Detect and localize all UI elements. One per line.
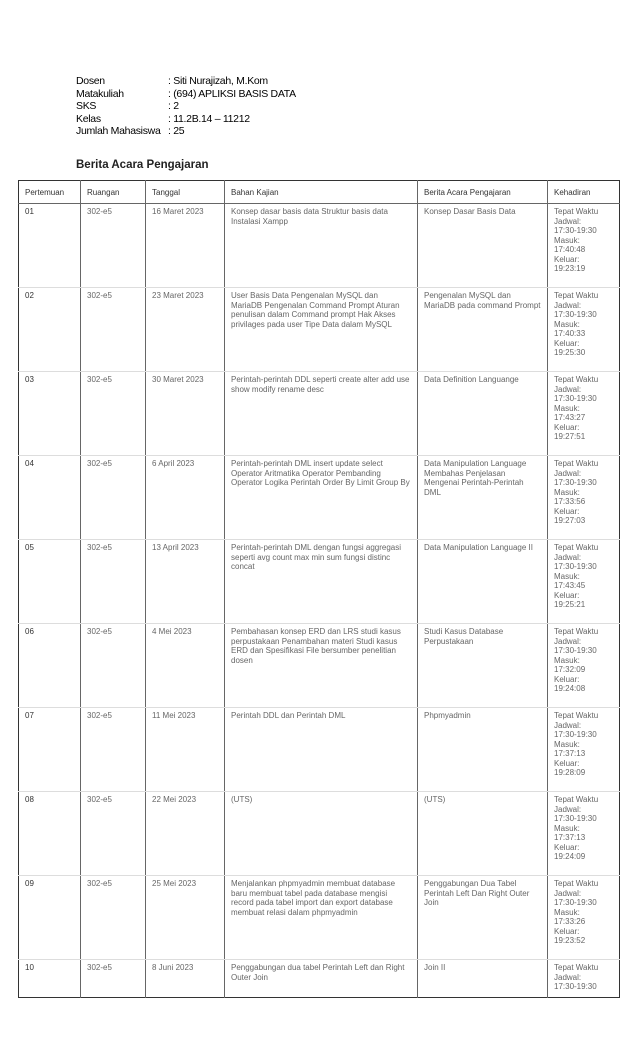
- attendance-cell: [548, 624, 620, 708]
- topic-cell: (UTS): [225, 792, 418, 876]
- report-cell: (UTS): [418, 792, 548, 876]
- table-row: [19, 624, 620, 708]
- attendance-line: Masuk:: [554, 319, 580, 329]
- attendance-line: Keluar:: [554, 254, 580, 264]
- attendance-line: Keluar:: [554, 674, 580, 684]
- table-body: [19, 204, 620, 998]
- attendance-line: 17:40:33: [554, 329, 586, 338]
- table-row: [19, 792, 620, 876]
- info-value: : Siti Nurajizah, M.Kom: [168, 75, 268, 87]
- table-row: [19, 960, 620, 998]
- table-row: [19, 540, 620, 624]
- topic-cell: Perintah DDL dan Perintah DML: [225, 708, 418, 792]
- date-cell: 6 April 2023: [146, 456, 225, 540]
- room-cell: 302-e5: [81, 792, 146, 876]
- room-cell: 302-e5: [81, 204, 146, 288]
- room-cell: 302-e5: [81, 540, 146, 624]
- room-cell: 302-e5: [81, 960, 146, 998]
- attendance-line: 17:30-19:30: [554, 394, 597, 403]
- attendance-line: 17:30-19:30: [554, 646, 597, 655]
- attendance-line: 19:23:52: [554, 936, 586, 945]
- attendance-line: Tepat Waktu: [554, 627, 599, 636]
- report-cell: Studi Kasus Database Perpustakaan: [418, 624, 548, 708]
- meeting-number-cell: 02: [19, 288, 81, 372]
- date-cell: 30 Maret 2023: [146, 372, 225, 456]
- topic-cell: Penggabungan dua tabel Perintah Left dan Right Outer Join: [225, 960, 418, 998]
- info-row-sks: [76, 100, 296, 113]
- attendance-line: 17:30-19:30: [554, 478, 597, 487]
- info-value: : 25: [168, 125, 185, 137]
- attendance-line: 19:27:03: [554, 516, 586, 525]
- meeting-number-cell: 08: [19, 792, 81, 876]
- room-cell: 302-e5: [81, 456, 146, 540]
- attendance-line: 17:37:13: [554, 833, 586, 842]
- meeting-number-cell: 09: [19, 876, 81, 960]
- info-value: : (694) APLIKSI BASIS DATA: [168, 87, 296, 100]
- attendance-line: 17:30-19:30: [554, 310, 597, 319]
- attendance-line: 17:30-19:30: [554, 226, 597, 235]
- attendance-cell: [548, 456, 620, 540]
- report-cell: Data Definition Languange: [418, 372, 548, 456]
- report-cell: Pengenalan MySQL dan MariaDB pada command Prompt: [418, 288, 548, 372]
- attendance-line: 17:33:26: [554, 917, 586, 926]
- meeting-number-cell: 06: [19, 624, 81, 708]
- attendance-line: Jadwal:: [554, 468, 582, 478]
- attendance-line: 17:43:27: [554, 413, 586, 422]
- topic-cell: Pembahasan konsep ERD dan LRS studi kasus perpustakaan Penambahan materi Studi kasus ERD dan Spesifikasi File bersumber penelitian dosen: [225, 624, 418, 708]
- attendance-line: 17:30-19:30: [554, 982, 597, 991]
- attendance-line: Tepat Waktu: [554, 207, 599, 216]
- table-header-row: [19, 181, 620, 204]
- attendance-line: Keluar:: [554, 758, 580, 768]
- column-header-ruangan: Ruangan: [81, 181, 146, 204]
- attendance-line: Masuk:: [554, 235, 580, 245]
- attendance-line: 17:30-19:30: [554, 562, 597, 571]
- room-cell: 302-e5: [81, 288, 146, 372]
- table-row: [19, 876, 620, 960]
- attendance-line: Jadwal:: [554, 384, 582, 394]
- column-header-kehadiran: Kehadiran: [548, 181, 620, 204]
- info-label: Matakuliah: [76, 87, 124, 100]
- topic-cell: Perintah-perintah DDL seperti create alter add use show modify rename desc: [225, 372, 418, 456]
- attendance-cell: [548, 204, 620, 288]
- attendance-line: 17:30-19:30: [554, 814, 597, 823]
- meeting-number-cell: 03: [19, 372, 81, 456]
- info-row-matakuliah: [76, 88, 296, 101]
- attendance-line: Masuk:: [554, 403, 580, 413]
- report-cell: Penggabungan Dua Tabel Perintah Left Dan Right Outer Join: [418, 876, 548, 960]
- attendance-line: 19:27:51: [554, 432, 586, 441]
- teaching-report-table: [18, 180, 620, 998]
- attendance-cell: [548, 288, 620, 372]
- attendance-line: Jadwal:: [554, 804, 582, 814]
- info-row-kelas: [76, 113, 296, 126]
- attendance-line: Tepat Waktu: [554, 711, 599, 720]
- room-cell: 302-e5: [81, 372, 146, 456]
- attendance-line: Jadwal:: [554, 552, 582, 562]
- attendance-line: Masuk:: [554, 739, 580, 749]
- attendance-line: 17:37:13: [554, 749, 586, 758]
- attendance-line: Jadwal:: [554, 972, 582, 982]
- report-cell: Konsep Dasar Basis Data: [418, 204, 548, 288]
- attendance-cell: [548, 792, 620, 876]
- topic-cell: User Basis Data Pengenalan MySQL dan MariaDB Pengenalan Command Prompt Aturan penulisan dalam Command prompt Hak Akses privilages pada user Tipe Data dalam MySQL: [225, 288, 418, 372]
- date-cell: 22 Mei 2023: [146, 792, 225, 876]
- info-label: Dosen: [76, 75, 105, 87]
- info-label: Kelas: [76, 112, 101, 125]
- course-info: [76, 75, 296, 138]
- date-cell: 13 April 2023: [146, 540, 225, 624]
- attendance-line: Jadwal:: [554, 300, 582, 310]
- attendance-line: Tepat Waktu: [554, 879, 599, 888]
- attendance-line: 17:32:09: [554, 665, 586, 674]
- attendance-line: Tepat Waktu: [554, 459, 599, 468]
- attendance-line: 17:30-19:30: [554, 898, 597, 907]
- attendance-line: Keluar:: [554, 590, 580, 600]
- attendance-line: 19:23:19: [554, 264, 586, 273]
- date-cell: 4 Mei 2023: [146, 624, 225, 708]
- attendance-line: 19:24:08: [554, 684, 586, 693]
- attendance-line: 17:30-19:30: [554, 730, 597, 739]
- date-cell: 25 Mei 2023: [146, 876, 225, 960]
- attendance-line: 17:40:48: [554, 245, 586, 254]
- attendance-line: Keluar:: [554, 338, 580, 348]
- attendance-line: Tepat Waktu: [554, 795, 599, 804]
- column-header-berita-acara: Berita Acara Pengajaran: [418, 181, 548, 204]
- topic-cell: Perintah-perintah DML dengan fungsi aggregasi seperti avg count max min sum fungsi distinc concat: [225, 540, 418, 624]
- attendance-line: Masuk:: [554, 655, 580, 665]
- table-row: [19, 456, 620, 540]
- attendance-line: 19:25:21: [554, 600, 586, 609]
- attendance-line: Keluar:: [554, 842, 580, 852]
- topic-cell: Konsep dasar basis data Struktur basis data Instalasi Xampp: [225, 204, 418, 288]
- attendance-line: Masuk:: [554, 823, 580, 833]
- attendance-line: Jadwal:: [554, 636, 582, 646]
- attendance-line: Keluar:: [554, 506, 580, 516]
- info-label: SKS: [76, 100, 97, 112]
- date-cell: 16 Maret 2023: [146, 204, 225, 288]
- room-cell: 302-e5: [81, 708, 146, 792]
- meeting-number-cell: 01: [19, 204, 81, 288]
- attendance-line: 17:33:56: [554, 497, 586, 506]
- attendance-cell: [548, 708, 620, 792]
- room-cell: 302-e5: [81, 876, 146, 960]
- attendance-line: Masuk:: [554, 571, 580, 581]
- attendance-line: 19:25:30: [554, 348, 586, 357]
- table-row: [19, 372, 620, 456]
- attendance-line: Tepat Waktu: [554, 963, 599, 972]
- topic-cell: Perintah-perintah DML insert update select Operator Aritmatika Operator Pembanding Operator Logika Perintah Order By Limit Group By: [225, 456, 418, 540]
- attendance-line: Jadwal:: [554, 216, 582, 226]
- attendance-line: 17:43:45: [554, 581, 586, 590]
- attendance-line: Jadwal:: [554, 888, 582, 898]
- table-row: [19, 288, 620, 372]
- report-cell: Join II: [418, 960, 548, 998]
- date-cell: 23 Maret 2023: [146, 288, 225, 372]
- meeting-number-cell: 05: [19, 540, 81, 624]
- room-cell: 302-e5: [81, 624, 146, 708]
- date-cell: 8 Juni 2023: [146, 960, 225, 998]
- report-cell: Data Manipulation Language Membahas Penjelasan Mengenai Perintah-Perintah DML: [418, 456, 548, 540]
- table-row: [19, 708, 620, 792]
- section-title: Berita Acara Pengajaran: [76, 159, 209, 171]
- attendance-line: Tepat Waktu: [554, 291, 599, 300]
- attendance-line: 19:28:09: [554, 768, 586, 777]
- attendance-line: Keluar:: [554, 422, 580, 432]
- attendance-line: Masuk:: [554, 907, 580, 917]
- table-row: [19, 204, 620, 288]
- attendance-cell: [548, 960, 620, 998]
- attendance-line: 19:24:09: [554, 852, 586, 861]
- meeting-number-cell: 10: [19, 960, 81, 998]
- attendance-cell: [548, 540, 620, 624]
- date-cell: 11 Mei 2023: [146, 708, 225, 792]
- info-row-dosen: [76, 75, 296, 88]
- meeting-number-cell: 04: [19, 456, 81, 540]
- column-header-bahan-kajian: Bahan Kajian: [225, 181, 418, 204]
- report-cell: Data Manipulation Language II: [418, 540, 548, 624]
- report-cell: Phpmyadmin: [418, 708, 548, 792]
- column-header-pertemuan: Pertemuan: [19, 181, 81, 204]
- attendance-cell: [548, 372, 620, 456]
- info-label: Jumlah Mahasiswa: [76, 125, 161, 137]
- column-header-tanggal: Tanggal: [146, 181, 225, 204]
- attendance-line: Keluar:: [554, 926, 580, 936]
- info-row-jumlah-mahasiswa: [76, 125, 296, 138]
- topic-cell: Menjalankan phpmyadmin membuat database baru membuat tabel pada database mengisi record pada tabel import dan export database membuat relasi dalam phpmyadmin: [225, 876, 418, 960]
- attendance-line: Tepat Waktu: [554, 543, 599, 552]
- info-value: : 11.2B.14 – 11212: [168, 112, 250, 125]
- attendance-line: Masuk:: [554, 487, 580, 497]
- info-value: : 2: [168, 100, 179, 112]
- meeting-number-cell: 07: [19, 708, 81, 792]
- attendance-line: Jadwal:: [554, 720, 582, 730]
- attendance-line: Tepat Waktu: [554, 375, 599, 384]
- attendance-cell: [548, 876, 620, 960]
